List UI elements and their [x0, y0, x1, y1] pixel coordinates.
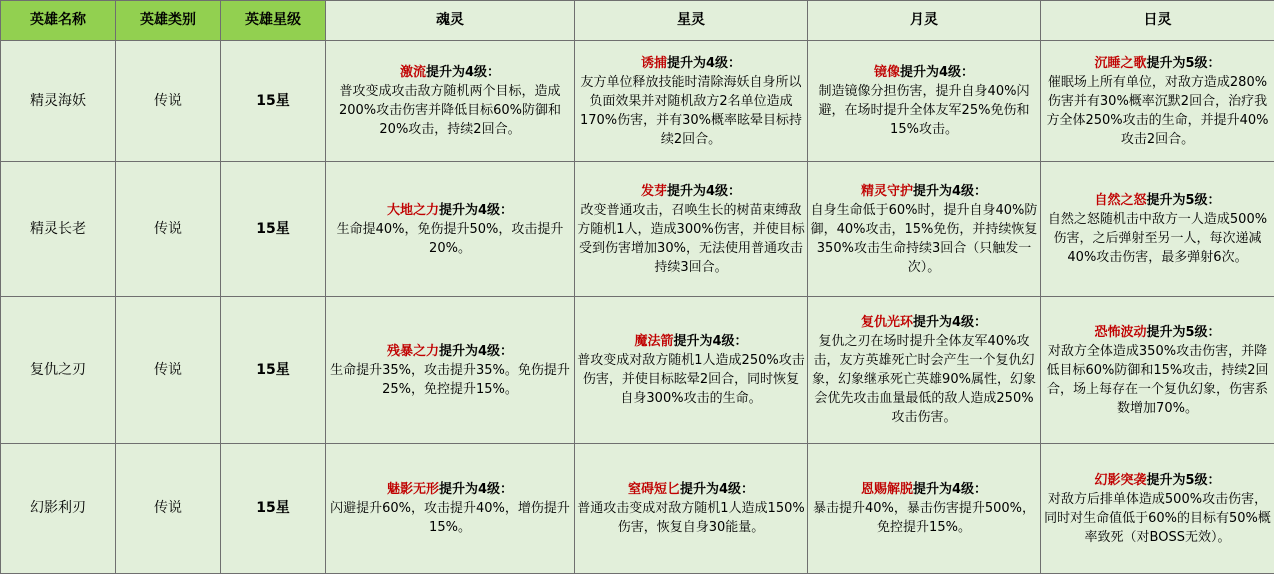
skill-description: 普通攻击变成对敌方随机1人造成150%伤害，恢复自身30能量。: [577, 501, 805, 535]
skill-name: 窒碍短匕: [627, 482, 680, 497]
skill-title: [577, 54, 805, 73]
skill-level: 提升为5级：: [1146, 472, 1221, 488]
star-skill-cell: [575, 162, 808, 297]
skill-level: 提升为4级：: [673, 334, 748, 349]
sun-skill-cell: [1041, 162, 1274, 297]
header-star-spirit: 星灵: [575, 1, 808, 41]
skill-description: 生命提40%，免伤提升50%，攻击提升20%。: [336, 221, 564, 256]
skill-name: 魅影无形: [386, 482, 439, 497]
skill-name: 沉睡之歌: [1094, 55, 1147, 71]
skill-name: 复仇光环: [860, 315, 913, 330]
skill-level: 提升为4级：: [899, 65, 975, 80]
skill-title: [810, 480, 1038, 499]
skill-level: 提升为4级：: [438, 202, 514, 218]
skill-description: 对敌方后排单体造成500%攻击伤害，同时对生命值低于60%的目标有50%概率致死（对BOSS无效）。: [1044, 491, 1271, 545]
skill-level: 提升为4级：: [912, 183, 988, 199]
table-row: [1, 444, 1274, 574]
skill-description: 对敌方全体造成350%攻击伤害，并降低目标60%防御和15%攻击，持续2回合，场上每存在一个复仇幻象，伤害系数增加70%。: [1046, 343, 1269, 416]
moon-skill-cell: [808, 444, 1041, 574]
moon-skill-cell: [808, 297, 1041, 444]
skill-level: 提升为4级：: [666, 55, 742, 71]
skill-name: 激流: [399, 65, 426, 80]
header-hero-stars: 英雄星级: [221, 1, 326, 41]
skill-level: 提升为4级：: [679, 482, 755, 497]
skill-name: 残暴之力: [386, 343, 439, 359]
hero-name-cell: 精灵长老: [1, 162, 116, 297]
hero-name-cell: 复仇之刃: [1, 297, 116, 444]
skill-name: 魔法箭: [634, 334, 674, 349]
skill-description: 普攻变成对敌方随机1人造成250%攻击伤害，并使目标眩晕2回合，同时恢复自身300%攻击的生命。: [577, 353, 805, 406]
skill-description: 自身生命低于60%时，提升自身40%防御，40%攻击，15%免伤，并持续恢复350%攻击生命持续3回合（只触发一次）。: [810, 202, 1038, 275]
table-row: [1, 162, 1274, 297]
skill-level: 提升为4级：: [912, 315, 988, 330]
hero-category-cell: 传说: [116, 444, 221, 574]
hero-category-cell: 传说: [116, 41, 221, 162]
skill-title: [810, 63, 1038, 82]
moon-skill-cell: [808, 41, 1041, 162]
skill-name: 诱捕: [640, 55, 667, 71]
star-skill-cell: [575, 41, 808, 162]
header-sun-spirit: 日灵: [1041, 1, 1274, 41]
skill-description: 友方单位释放技能时清除海妖自身所以负面效果并对随机敌方2名单位造成170%伤害，并有30%概率眩晕目标持续2回合。: [579, 74, 803, 147]
soul-skill-cell: [326, 41, 575, 162]
skill-name: 自然之怒: [1094, 193, 1147, 208]
skill-level: 提升为4级：: [912, 482, 988, 497]
table-row: [1, 297, 1274, 444]
hero-stars-cell: 15星: [221, 444, 326, 574]
skill-title: [328, 63, 572, 82]
sun-skill-cell: [1041, 444, 1274, 574]
skill-name: 大地之力: [386, 202, 439, 218]
skill-title: [810, 313, 1038, 332]
skill-title: [1043, 323, 1272, 342]
header-soul-spirit: 魂灵: [326, 1, 575, 41]
star-skill-cell: [575, 297, 808, 444]
skill-level: 提升为4级：: [438, 482, 514, 497]
soul-skill-cell: [326, 162, 575, 297]
skill-description: 改变普通攻击，召唤生长的树苗束缚敌方随机1人，造成300%伤害，并使目标受到伤害增加30%，无法使用普通攻击持续3回合。: [577, 202, 805, 275]
skill-level: 提升为4级：: [438, 343, 514, 359]
header-hero-category: 英雄类别: [116, 1, 221, 41]
skill-description: 生命提升35%，攻击提升35%。免伤提升25%，免控提升15%。: [330, 362, 570, 397]
skill-title: [577, 480, 805, 499]
hero-name-cell: 精灵海妖: [1, 41, 116, 162]
skill-title: [1043, 471, 1272, 490]
soul-skill-cell: [326, 444, 575, 574]
skill-description: 制造镜像分担伤害，提升自身40%闪避，在场时提升全体友军25%免伤和15%攻击。: [818, 84, 1030, 137]
skill-description: 普攻变成攻击敌方随机两个目标，造成200%攻击伤害并降低目标60%防御和20%攻击，持续2回合。: [338, 84, 562, 137]
table-row: [1, 41, 1274, 162]
skill-title: [328, 342, 572, 361]
hero-category-cell: 传说: [116, 297, 221, 444]
moon-skill-cell: [808, 162, 1041, 297]
skill-title: [328, 201, 572, 220]
skill-name: 幻影突袭: [1094, 472, 1147, 488]
skill-description: 暴击提升40%，暴击伤害提升500%，免控提升15%。: [812, 501, 1036, 535]
skill-title: [1043, 191, 1272, 210]
header-moon-spirit: 月灵: [808, 1, 1041, 41]
skill-title: [1043, 54, 1272, 73]
skill-description: 复仇之刃在场时提升全体友军40%攻击，友方英雄死亡时会产生一个复仇幻象，幻象继承死亡英雄90%属性，幻象会优先攻击血量最低的敌人造成250%攻击伤害。: [812, 334, 1036, 425]
skill-name: 恐怖波动: [1094, 324, 1147, 340]
skill-title: [577, 332, 805, 351]
hero-stars-cell: 15星: [221, 41, 326, 162]
skill-description: 闪避提升60%，攻击提升40%，增伤提升15%。: [330, 501, 570, 535]
skill-level: 提升为4级：: [666, 183, 742, 199]
soul-skill-cell: [326, 297, 575, 444]
header-hero-name: 英雄名称: [1, 1, 116, 41]
skill-name: 恩赐解脱: [860, 482, 913, 497]
skill-name: 精灵守护: [860, 183, 913, 199]
sun-skill-cell: [1041, 41, 1274, 162]
hero-stars-cell: 15星: [221, 297, 326, 444]
hero-name-cell: 幻影利刃: [1, 444, 116, 574]
skill-title: [810, 182, 1038, 201]
skill-description: 催眠场上所有单位，对敌方造成280%伤害并有30%概率沉默2回合，治疗我方全体250%攻击的生命，并提升40%攻击2回合。: [1046, 74, 1269, 147]
hero-category-cell: 传说: [116, 162, 221, 297]
header-row: [1, 1, 1274, 41]
star-skill-cell: [575, 444, 808, 574]
skill-title: [328, 480, 572, 499]
skill-name: 发芽: [640, 183, 667, 199]
sun-skill-cell: [1041, 297, 1274, 444]
skill-title: [577, 182, 805, 201]
skill-description: 自然之怒随机击中敌方一人造成500%伤害，之后弹射至另一人，每次递减40%攻击伤害，最多弹射6次。: [1047, 212, 1268, 265]
skill-level: 提升为5级：: [1146, 55, 1221, 71]
skill-level: 提升为5级：: [1146, 324, 1221, 340]
skill-level: 提升为4级：: [425, 65, 501, 80]
hero-stars-cell: 15星: [221, 162, 326, 297]
skill-level: 提升为5级：: [1146, 193, 1221, 208]
skill-name: 镜像: [873, 65, 900, 80]
